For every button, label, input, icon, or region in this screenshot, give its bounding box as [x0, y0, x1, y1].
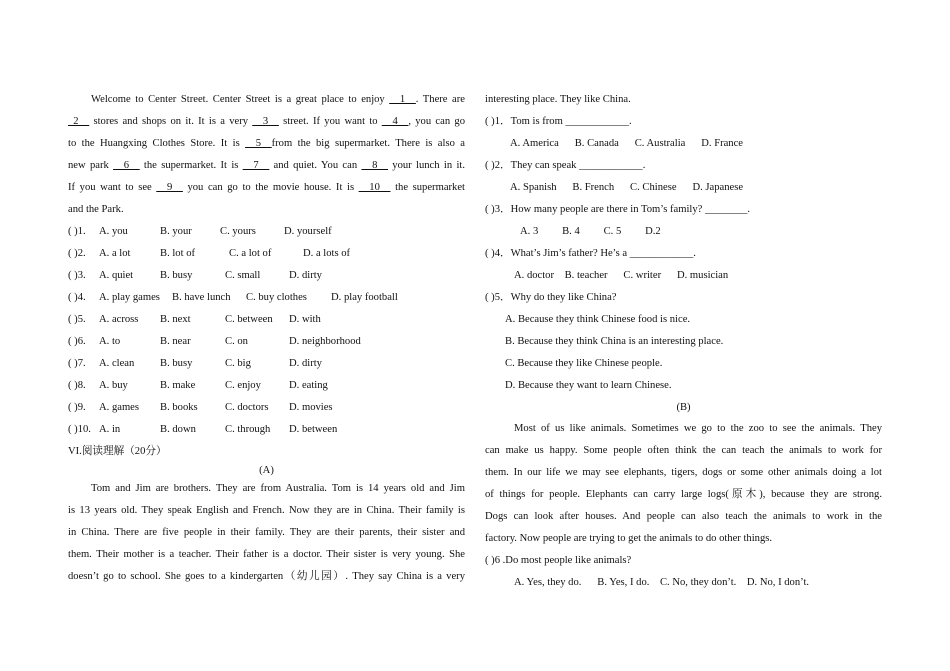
- passage-a-end: interesting place. They like China.: [485, 94, 631, 105]
- option-b: B. near: [160, 336, 191, 347]
- question-5-option: A. Because they think Chinese food is nice.: [505, 314, 691, 325]
- option-c: C. a lot of: [229, 248, 272, 259]
- option-d: D. neighborhood: [289, 336, 361, 347]
- part-b-label: (B): [676, 402, 691, 413]
- passage-a-line: Tom and Jim are brothers. They are from Australia. Tom is 14 years old and Jim: [91, 483, 465, 494]
- question-row: [68, 331, 465, 353]
- cloze-line: [68, 199, 465, 221]
- cloze-text: the supermarket. It is: [139, 160, 243, 171]
- option-a: A. in: [99, 424, 121, 435]
- option-d: D. movies: [289, 402, 333, 413]
- passage-b: [485, 418, 882, 528]
- cloze-text: and quiet. You can: [269, 160, 362, 171]
- option-a: A. a lot: [99, 248, 131, 259]
- passage-a-line: them. Their mother is a teacher. Their father is a doctor. Their sister is very young. She: [68, 549, 465, 560]
- cloze-text: . There are: [415, 94, 465, 105]
- section-heading: VI.阅读理解（20分）: [68, 446, 167, 457]
- option-c: C. between: [225, 314, 273, 325]
- question-row: [68, 353, 465, 375]
- question-5-stem: ( )5．Why do they like China?: [485, 292, 617, 303]
- question-number: ( )1.: [68, 226, 86, 237]
- question-row: [68, 397, 465, 419]
- cloze-text: you can go to the movie house. It is: [182, 182, 359, 193]
- left-column: [68, 89, 465, 588]
- question-number: ( )9.: [68, 402, 86, 413]
- cloze-text: , you can go: [408, 116, 465, 127]
- passage-b-line: them. In our life we may see elephants, tigers, dogs or some other animals doing a lot: [485, 467, 882, 478]
- option-c: C. big: [225, 358, 251, 369]
- question-number: ( )4.: [68, 292, 86, 303]
- cloze-blank: __4__: [381, 116, 409, 127]
- option-a: A. across: [99, 314, 139, 325]
- cloze-blank: __1__: [389, 94, 416, 105]
- option-b: B. have lunch: [172, 292, 231, 303]
- cloze-blank: _2__: [68, 116, 90, 127]
- question-row: [68, 419, 465, 441]
- question-stem: ( )3．How many people are there in Tom’s family? ________.: [485, 204, 751, 215]
- option-c: C. through: [225, 424, 271, 435]
- passage-a-line: in China. There are five people in their family. They are their parents, their sister and: [68, 527, 465, 538]
- cloze-text: your lunch in it.: [387, 160, 465, 171]
- cloze-line: [68, 177, 465, 199]
- option-b: B. books: [160, 402, 198, 413]
- question-options: A. 3 B. 4 C. 5 D.2: [520, 226, 661, 237]
- option-c: C. on: [225, 336, 248, 347]
- cloze-line: [68, 133, 465, 155]
- questions-a: [485, 111, 882, 287]
- question-stem: ( )2．They can speak ____________.: [485, 160, 646, 171]
- question-6-options: A. Yes, they do. B. Yes, I do. C. No, they don’t. D. No, I don’t.: [514, 577, 810, 588]
- cloze-blank: __9__: [156, 182, 183, 193]
- option-a: A. to: [99, 336, 121, 347]
- cloze-line: [68, 155, 465, 177]
- cloze-blank: __5__: [245, 138, 272, 149]
- option-b: B. busy: [160, 358, 193, 369]
- question-number: ( )5.: [68, 314, 86, 325]
- question-5-options: [485, 309, 882, 397]
- cloze-text: the supermarket: [390, 182, 465, 193]
- question-row: [68, 375, 465, 397]
- passage-b-line: Most of us like animals. Sometimes we go to the zoo to see the animals. They: [514, 423, 882, 434]
- question-number: ( )8.: [68, 380, 86, 391]
- cloze-line: [68, 111, 465, 133]
- question-5-option: B. Because they think China is an interesting place.: [505, 336, 724, 347]
- cloze-questions: [68, 221, 465, 441]
- cloze-blank: __3__: [252, 116, 279, 127]
- option-d: D. eating: [289, 380, 328, 391]
- part-a-label: (A): [259, 465, 274, 476]
- cloze-blank: __10__: [358, 182, 391, 193]
- option-b: B. lot of: [160, 248, 196, 259]
- option-d: D. between: [289, 424, 338, 435]
- question-options: A. doctor B. teacher C. writer D. musician: [514, 270, 729, 281]
- cloze-text: and the Park.: [68, 204, 124, 215]
- option-b: B. make: [160, 380, 196, 391]
- question-5-option: D. Because they want to learn Chinese.: [505, 380, 672, 391]
- option-c: C. yours: [220, 226, 256, 237]
- option-b: B. next: [160, 314, 191, 325]
- option-b: B. down: [160, 424, 196, 435]
- question-options: A. America B. Canada C. Australia D. France: [510, 138, 744, 149]
- cloze-text: If you want to see: [68, 182, 157, 193]
- option-d: D. with: [289, 314, 321, 325]
- option-c: C. small: [225, 270, 261, 281]
- option-c: C. doctors: [225, 402, 269, 413]
- question-5-option: C. Because they like Chinese people.: [505, 358, 663, 369]
- question-number: ( )7.: [68, 358, 86, 369]
- question-row: [68, 221, 465, 243]
- cloze-text: new park: [68, 160, 114, 171]
- cloze-text: street. If you want to: [278, 116, 382, 127]
- question-number: ( )3.: [68, 270, 86, 281]
- passage-b-line: of things for people. Elephants can carry large logs(原木), because they are strong.: [485, 489, 882, 500]
- question-stem: ( )4．What’s Jim’s father? He’s a ____________.: [485, 248, 696, 259]
- passage-a-line: doesn’t go to school. She goes to a kindergarten（幼儿园）. They say China is a very: [68, 571, 465, 582]
- cloze-text: to the Huangxing Clothes Store. It is: [68, 138, 246, 149]
- option-a: A. quiet: [99, 270, 134, 281]
- option-a: A. clean: [99, 358, 135, 369]
- question-row: [68, 265, 465, 287]
- question-6-stem: ( )6 .Do most people like animals?: [485, 555, 632, 566]
- cloze-text: from the big supermarket. There is also a: [271, 138, 465, 149]
- option-c: C. enjoy: [225, 380, 261, 391]
- option-b: B. busy: [160, 270, 193, 281]
- question-stem: ( )1．Tom is from ____________.: [485, 116, 632, 127]
- option-b: B. your: [160, 226, 192, 237]
- cloze-text: stores and shops on it. It is a very: [89, 116, 253, 127]
- question-number: ( )10.: [68, 424, 91, 435]
- option-d: D. dirty: [289, 358, 322, 369]
- passage-b-line: can make us happy. Some people often think the can teach the animals to work for: [485, 445, 882, 456]
- question-row: [68, 309, 465, 331]
- option-d: D. yourself: [284, 226, 332, 237]
- option-d: D. play football: [331, 292, 398, 303]
- cloze-passage: [68, 89, 465, 221]
- question-number: ( )6.: [68, 336, 86, 347]
- question-number: ( )2.: [68, 248, 86, 259]
- option-d: D. a lots of: [303, 248, 351, 259]
- passage-b-line: Dogs can look after houses. And people can also teach the animals to work in the: [485, 511, 882, 522]
- option-a: A. you: [99, 226, 128, 237]
- passage-a-line: is 13 years old. They speak English and French. Now they are in China. Their family is: [68, 505, 465, 516]
- option-c: C. buy clothes: [246, 292, 307, 303]
- question-options: A. Spanish B. French C. Chinese D. Japanese: [510, 182, 744, 193]
- cloze-blank: __8__: [361, 160, 388, 171]
- right-column: [485, 89, 882, 594]
- option-a: A. play games: [99, 292, 160, 303]
- question-row: [68, 287, 465, 309]
- passage-a: [68, 478, 465, 588]
- cloze-blank: __7__: [242, 160, 270, 171]
- question-row: [68, 243, 465, 265]
- cloze-text: Welcome to Center Street. Center Street is a great place to enjoy: [91, 94, 390, 105]
- passage-b-end: factory. Now people are trying to get the animals to do other things.: [485, 533, 773, 544]
- cloze-blank: __6__: [113, 160, 140, 171]
- option-a: A. buy: [99, 380, 128, 391]
- cloze-line: [68, 89, 465, 111]
- option-d: D. dirty: [289, 270, 322, 281]
- option-a: A. games: [99, 402, 140, 413]
